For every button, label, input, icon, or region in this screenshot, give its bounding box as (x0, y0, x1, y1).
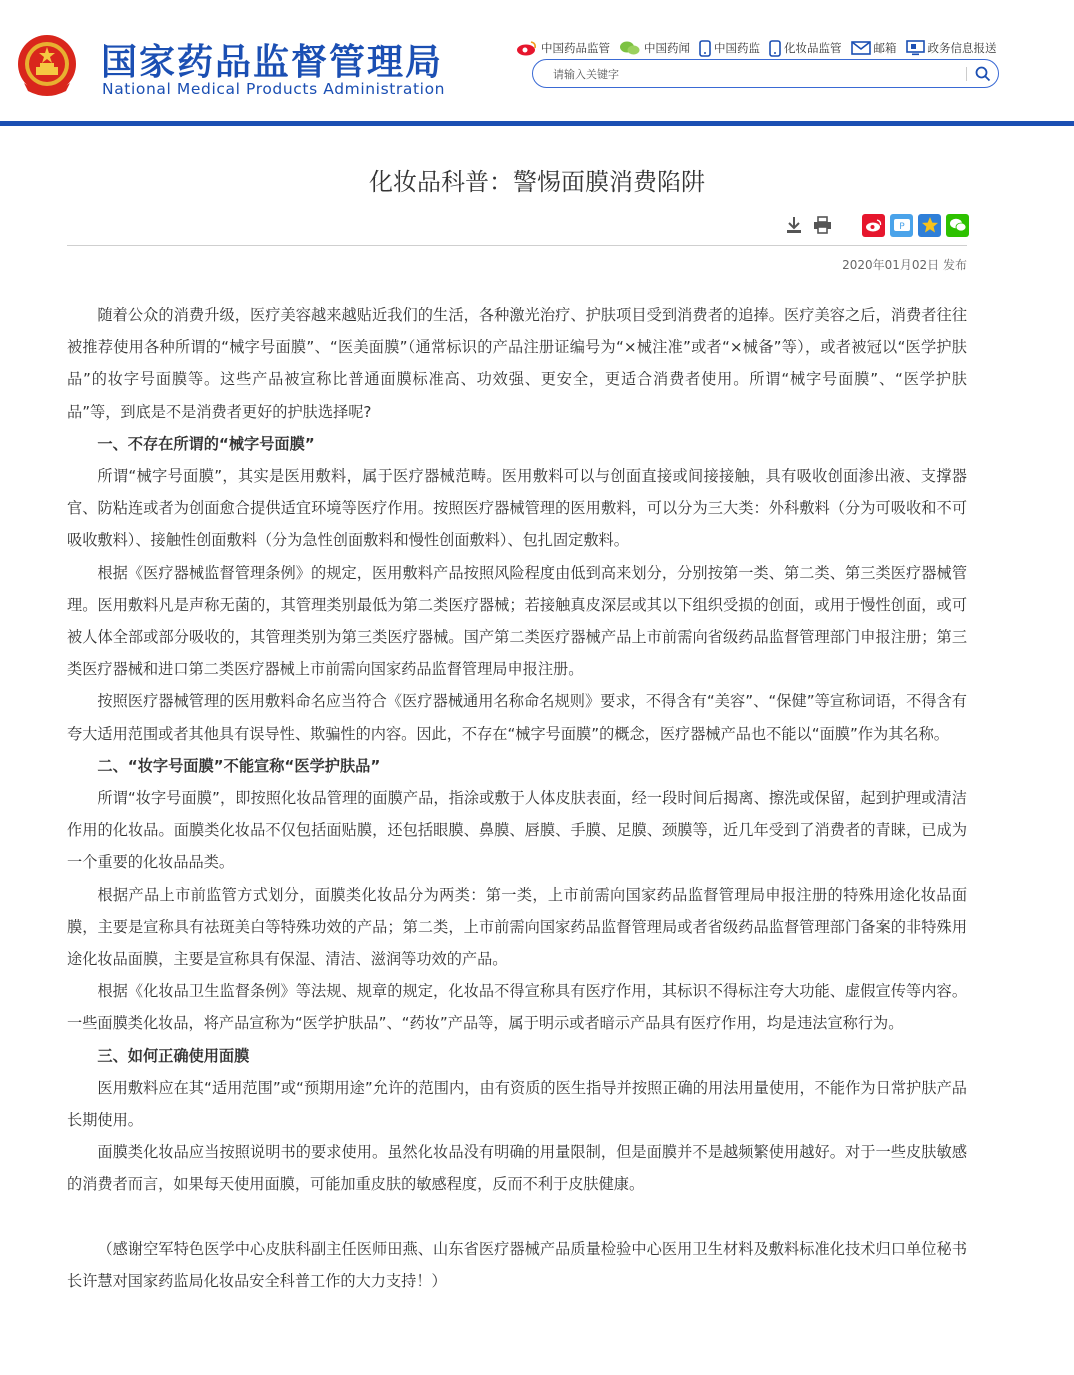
monitor-icon (906, 40, 925, 56)
wechat-icon (949, 217, 967, 233)
spacer (67, 1201, 967, 1233)
weibo-icon (865, 218, 883, 232)
search-input[interactable] (551, 64, 975, 85)
site-name-cn[interactable]: 国家药品监督管理局 (101, 42, 444, 83)
top-link-weibo[interactable] (516, 40, 610, 56)
weibo-icon (516, 40, 538, 56)
mobile-icon (769, 40, 781, 57)
section-heading: 一、不存在所谓的“械字号面膜” (97, 434, 315, 453)
search-box (532, 59, 999, 88)
print-button[interactable] (811, 214, 833, 236)
paragraph: 按照医疗器械管理的医用敷料命名应当符合《医疗器械通用名称命名规则》要求，不得含有“美容”、“保健”等宣称词语，不得含有夸大适用范围或者其他具有误导性、欺骗性的内容。因此，不存在“械字号面膜”的概念，医疗器械产品也不能以“面膜”作为其名称。 (67, 692, 967, 743)
download-button[interactable] (783, 214, 805, 236)
article-body (67, 299, 967, 1297)
star-icon (921, 216, 939, 234)
national-emblem-icon (16, 33, 78, 97)
wechat-icon (619, 40, 641, 56)
site-header (0, 0, 1074, 122)
share-favorite-button[interactable] (918, 214, 941, 237)
share-wechat-button[interactable] (946, 214, 969, 237)
top-links (516, 38, 1006, 58)
svg-text:P: P (898, 222, 905, 232)
mail-icon (851, 41, 871, 55)
publish-date: 2020年01月02日 发布 (842, 258, 967, 272)
print-icon (813, 216, 832, 234)
paragraph: 随着公众的消费升级，医疗美容越来越贴近我们的生活，各种激光治疗、护肤项目受到消费者的追捧。医疗美容之后，消费者往往被推荐使用各种所谓的“械字号面膜”、“医美面膜”（通常标识的产品注册证编号为“×械注准”或者“×械备”等），或者被冠以“医学护肤品”的妆字号面膜等。这些产品被宣称比普通面膜标准高、功效强、更安全，更适合消费者使用。所谓“械字号面膜”、“医学护肤品”等，到底是不是消费者更好的护肤选择呢? (67, 306, 967, 421)
article-tools (783, 213, 969, 237)
header-divider (0, 121, 1074, 126)
title-divider (67, 245, 967, 246)
paragraph: 根据产品上市前监管方式划分，面膜类化妆品分为两类：第一类，上市前需向国家药品监督管理局申报注册的特殊用途化妆品面膜，主要是宣称具有祛斑美白等特殊功效的产品；第二类，上市前需向国家药品监督管理局或者省级药品监督管理部门备案的非特殊用途化妆品面膜，主要是宣称具有保湿、清洁、滋润等功效的产品。 (67, 885, 967, 969)
article-title: 化妆品科普：警惕面膜消费陷阱 (369, 168, 705, 196)
top-link-label: 中国药监 (714, 41, 760, 55)
top-link-mail[interactable] (851, 40, 897, 56)
top-link-label: 邮箱 (873, 41, 897, 55)
top-link-label: 政务信息报送 (927, 41, 997, 55)
section-heading: 二、“妆字号面膜”不能宣称“医学护肤品” (97, 756, 381, 775)
top-link-label: 中国药品监管 (541, 41, 610, 55)
top-link-wechat[interactable] (619, 40, 690, 56)
mobile-icon (699, 40, 711, 57)
paragraph: 根据《化妆品卫生监督条例》等法规、规章的规定，化妆品不得宣称具有医疗作用，其标识不得标注夸大功能、虚假宣传等内容。一些面膜类化妆品，将产品宣称为“医学护肤品”、“药妆”产品等，属于明示或者暗示产品具有医疗作用，均是违法宣称行为。 (67, 982, 967, 1033)
section-heading: 三、如何正确使用面膜 (97, 1046, 250, 1065)
paragraph: 医用敷料应在其“适用范围”或“预期用途”允许的范围内，由有资质的医生指导并按照正确的用法用量使用，不能作为日常护肤产品长期使用。 (67, 1078, 967, 1130)
paragraph: 所谓“械字号面膜”，其实是医用敷料，属于医疗器械范畴。医用敷料可以与创面直接或间接接触，具有吸收创面渗出液、支撑器官、防粘连或者为创面愈合提供适宜环境等医疗作用。按照医疗器械管理的医用敷料，可以分为三大类：外科敷料（分为可吸收和不可吸收敷料）、接触性创面敷料（分为急性创面敷料和慢性创面敷料）、包扎固定敷料。 (67, 467, 967, 550)
share-qq-button[interactable] (890, 214, 913, 237)
search-icon[interactable] (974, 65, 992, 83)
qq-zone-icon (893, 217, 911, 233)
paragraph: 根据《医疗器械监督管理条例》的规定，医用敷料产品按照风险程度由低到高来划分，分别按第一类、第二类、第三类医疗器械管理。医用敷料凡是声称无菌的，其管理类别最低为第二类医疗器械；若接触真皮深层或其以下组织受损的创面，或用于慢性创面，或可被人体全部或部分吸收的，其管理类别为第三类医疗器械。国产第二类医疗器械产品上市前需向省级药品监督管理部门申报注册；第三类医疗器械和进口第二类医疗器械上市前需向国家药品监督管理局申报注册。 (67, 563, 967, 679)
acknowledgement: （感谢空军特色医学中心皮肤科副主任医师田燕、山东省医疗器械产品质量检验中心医用卫生材料及敷料标准化技术归口单位秘书长许慧对国家药监局化妆品安全科普工作的大力支持！） (67, 1239, 967, 1290)
share-weibo-button[interactable] (862, 214, 885, 237)
paragraph: 面膜类化妆品应当按照说明书的要求使用。虽然化妆品没有明确的用量限制，但是面膜并不是越频繁使用越好。对于一些皮肤敏感的消费者而言，如果每天使用面膜，可能加重皮肤的敏感程度，反而不利于皮肤健康。 (67, 1143, 967, 1194)
top-link-label: 中国药闻 (644, 41, 690, 55)
paragraph: 所谓“妆字号面膜”，即按照化妆品管理的面膜产品，指涂或敷于人体皮肤表面，经一段时间后揭离、擦洗或保留，起到护理或清洁作用的化妆品。面膜类化妆品不仅包括面贴膜，还包括眼膜、鼻膜、唇膜、手膜、足膜、颈膜等，近几年受到了消费者的青睐，已成为一个重要的化妆品品类。 (67, 789, 967, 872)
site-name-en[interactable]: National Medical Products Administration (102, 80, 446, 98)
top-link-mobile-1[interactable] (699, 40, 760, 57)
top-link-label: 化妆品监管 (784, 41, 842, 55)
search-divider (966, 67, 967, 81)
download-icon (785, 216, 803, 234)
top-link-report[interactable] (906, 40, 997, 56)
top-link-mobile-2[interactable] (769, 40, 842, 57)
